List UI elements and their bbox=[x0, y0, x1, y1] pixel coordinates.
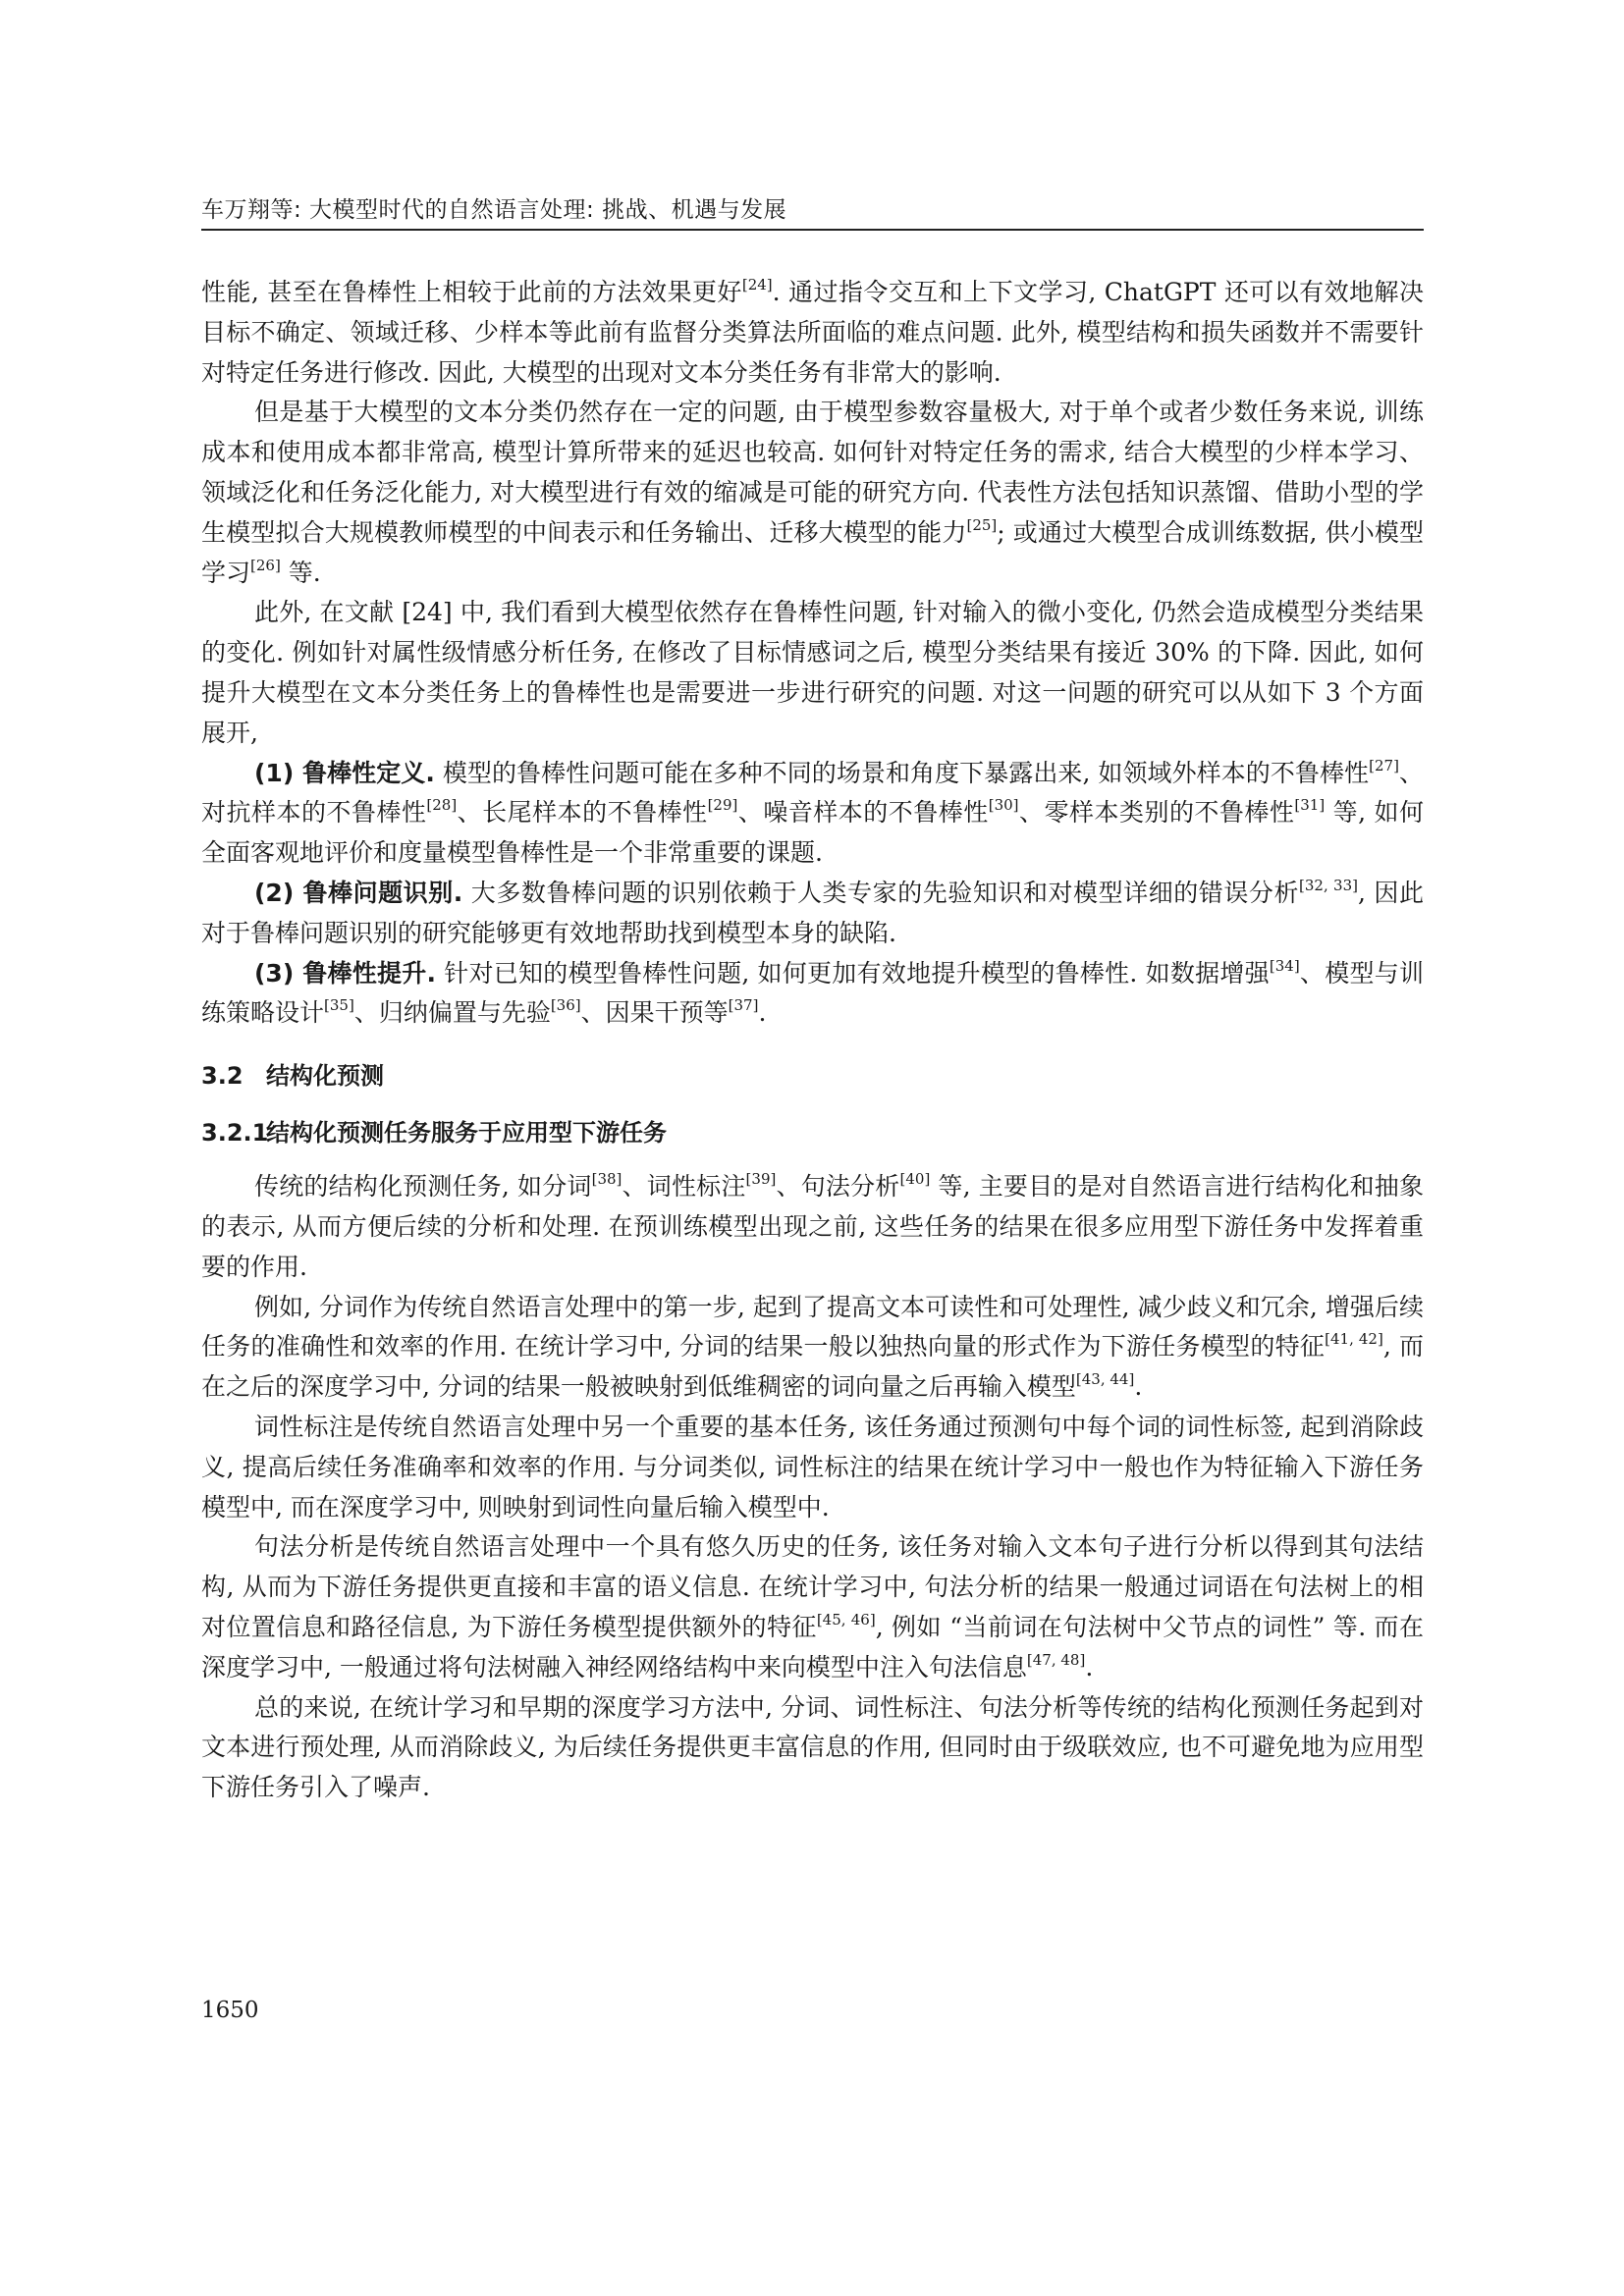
citation[interactable]: [37] bbox=[728, 996, 759, 1015]
item-heading: (2) 鲁棒问题识别. bbox=[254, 878, 463, 907]
text: 、模型与训练策略设计 bbox=[201, 958, 1424, 1028]
text: 、长尾样本的不鲁棒性 bbox=[457, 798, 708, 828]
spacer bbox=[201, 1034, 1424, 1047]
paragraph-9: 词性标注是传统自然语言处理中另一个重要的基本任务, 该任务通过预测句中每个词的词性标签, 起到消除歧义, 提高后续任务准确率和效率的作用. 与分词类似, 词性标注的结果在统计学习中一般也作为特征输入下游任务模型中, 而在深度学习中, 则映射到词性向量后输入模型中. bbox=[201, 1412, 1424, 1522]
text: . bbox=[1085, 1652, 1094, 1682]
text: 性能, 甚至在鲁棒性上相较于此前的方法效果更好 bbox=[201, 278, 742, 306]
section-title: 结构化预测 bbox=[266, 1062, 384, 1091]
citation[interactable]: [27] bbox=[1369, 756, 1399, 774]
section-number: 3.2.1 bbox=[201, 1119, 269, 1148]
citation[interactable]: [28] bbox=[426, 796, 458, 815]
text: 、句法分析 bbox=[776, 1172, 900, 1201]
citation[interactable]: [45, 46] bbox=[816, 1610, 876, 1629]
text: 、词性标注 bbox=[622, 1172, 746, 1201]
citation[interactable]: [26] bbox=[250, 556, 281, 574]
citation[interactable]: [41, 42] bbox=[1325, 1330, 1383, 1349]
citation[interactable]: [30] bbox=[988, 796, 1019, 815]
citation[interactable]: [43, 44] bbox=[1075, 1370, 1135, 1389]
citation[interactable]: [24] bbox=[741, 276, 773, 294]
paragraph-3: 此外, 在文献 [24] 中, 我们看到大模型依然存在鲁棒性问题, 针对输入的微小变化, 仍然会造成模型分类结果的变化. 例如针对属性级情感分析任务, 在修改了目标情感词之后, 模型分类结果有接近 30% 的下降. 因此, 如何提升大模型在文本分类任务上的鲁棒性也是需要进一步进行研究的问题. 对这一问题的研究可以从如下 3 个方面展开, bbox=[201, 598, 1424, 747]
text: 模型的鲁棒性问题可能在多种不同的场景和角度下暴露出来, 如领域外样本的不鲁棒性 bbox=[434, 758, 1370, 787]
text: 针对已知的模型鲁棒性问题, 如何更加有效地提升模型的鲁棒性. 如数据增强 bbox=[436, 958, 1270, 988]
section-heading-3-2 bbox=[201, 1047, 1424, 1104]
citation[interactable]: [35] bbox=[324, 996, 354, 1015]
text: 、零样本类别的不鲁棒性 bbox=[1018, 798, 1295, 828]
paragraph-robustness-identification bbox=[201, 874, 1424, 954]
text: 但是基于大模型的文本分类仍然存在一定的问题, 由于模型参数容量极大, 对于单个或者少数任务来说, 训练成本和使用成本都非常高, 模型计算所带来的延迟也较高. 如何针对特定任务的需求, 结合大模型的少样本学习、领域泛化和任务泛化能力, 对大模型进行有效的缩减是可能的研究方向. 代表性方法包括知识蒸馏、借助小型的学生模型拟合大规模教师模型的中间表示和任务输出、迁移大模型的能力 bbox=[201, 398, 1424, 547]
text: 句法分析是传统自然语言处理中一个具有悠久历史的任务, 该任务对输入文本句子进行分析以得到其句法结构, 从而为下游任务提供更直接和丰富的语义信息. 在统计学习中, 句法分析的结果一般通过词语在句法树上的相对位置信息和路径信息, 为下游任务模型提供额外的特征 bbox=[201, 1532, 1424, 1641]
text: ; 或通过大模型合成训练数据, 供小模型学习 bbox=[201, 517, 1424, 587]
citation[interactable]: [36] bbox=[550, 996, 581, 1015]
text: . bbox=[1134, 1372, 1143, 1402]
item-heading: (3) 鲁棒性提升. bbox=[254, 958, 437, 988]
paragraph-robustness-improvement bbox=[201, 954, 1424, 1035]
text: 例如, 分词作为传统自然语言处理中的第一步, 起到了提高文本可读性和可处理性, 减少歧义和冗余, 增强后续任务的准确性和效率的作用. 在统计学习中, 分词的结果一般以独热向量的形式作为下游任务模型的特征 bbox=[201, 1292, 1424, 1362]
text: 、因果干预等 bbox=[580, 998, 729, 1028]
text: . bbox=[758, 998, 767, 1028]
citation[interactable]: [32, 33] bbox=[1299, 876, 1358, 894]
citation[interactable]: [25] bbox=[966, 515, 998, 534]
citation[interactable]: [34] bbox=[1269, 956, 1300, 975]
text: 等. bbox=[280, 558, 321, 587]
citation[interactable]: [40] bbox=[899, 1170, 931, 1189]
text: , 而在之后的深度学习中, 分词的结果一般被映射到低维稠密的词向量之后再输入模型 bbox=[201, 1332, 1424, 1402]
citation[interactable]: [47, 48] bbox=[1026, 1650, 1086, 1669]
section-title: 结构化预测任务服务于应用型下游任务 bbox=[266, 1119, 667, 1148]
paragraph-1 bbox=[201, 273, 1424, 393]
text: 等, 主要目的是对自然语言进行结构化和抽象的表示, 从而方便后续的分析和处理. 在预训练模型出现之前, 这些任务的结果在很多应用型下游任务中发挥着重要的作用. bbox=[201, 1172, 1424, 1281]
subsection-heading-3-2-1 bbox=[201, 1104, 1424, 1161]
main-text bbox=[201, 273, 1424, 1808]
text: 、对抗样本的不鲁棒性 bbox=[201, 758, 1424, 828]
citation[interactable]: [38] bbox=[591, 1170, 623, 1189]
citation[interactable]: [31] bbox=[1294, 796, 1326, 815]
paragraph-robustness-definition bbox=[201, 754, 1424, 874]
paragraph-8 bbox=[201, 1288, 1424, 1408]
paragraph-10 bbox=[201, 1527, 1424, 1687]
text: 传统的结构化预测任务, 如分词 bbox=[254, 1172, 592, 1201]
citation[interactable]: [29] bbox=[707, 796, 738, 815]
header-rule bbox=[201, 229, 1424, 231]
running-header: 车万翔等: 大模型时代的自然语言处理: 挑战、机遇与发展 bbox=[201, 197, 787, 223]
text: , 因此对于鲁棒问题识别的研究能够更有效地帮助找到模型本身的缺陷. bbox=[201, 878, 1424, 947]
item-heading: (1) 鲁棒性定义. bbox=[254, 758, 435, 787]
text: 、归纳偏置与先验 bbox=[353, 998, 551, 1028]
text: 大多数鲁棒问题的识别依赖于人类专家的先验知识和对模型详细的错误分析 bbox=[462, 878, 1300, 907]
text: , 例如 “当前词在句法树中父节点的词性” 等. 而在深度学习中, 一般通过将句法树融入神经网络结构中来向模型中注入句法信息 bbox=[201, 1612, 1424, 1682]
paragraph-11: 总的来说, 在统计学习和早期的深度学习方法中, 分词、词性标注、句法分析等传统的结构化预测任务起到对文本进行预处理, 从而消除歧义, 为后续任务提供更丰富信息的作用, 但同时由于级联效应, 也不可避免地为应用型下游任务引入了噪声. bbox=[201, 1692, 1424, 1802]
text: 等, 如何全面客观地评价和度量模型鲁棒性是一个非常重要的课题. bbox=[201, 798, 1424, 868]
paragraph-7 bbox=[201, 1167, 1424, 1287]
text: 、噪音样本的不鲁棒性 bbox=[737, 798, 989, 828]
paragraph-2 bbox=[201, 393, 1424, 593]
page-number: 1650 bbox=[201, 1998, 259, 2023]
text: . 通过指令交互和上下文学习, ChatGPT 还可以有效地解决目标不确定、领域迁移、少样本等此前有监督分类算法所面临的难点问题. 此外, 模型结构和损失函数并不需要针对特定任务进行修改. 因此, 大模型的出现对文本分类任务有非常大的影响. bbox=[201, 278, 1424, 387]
section-number: 3.2 bbox=[201, 1062, 244, 1091]
citation[interactable]: [39] bbox=[745, 1170, 777, 1189]
